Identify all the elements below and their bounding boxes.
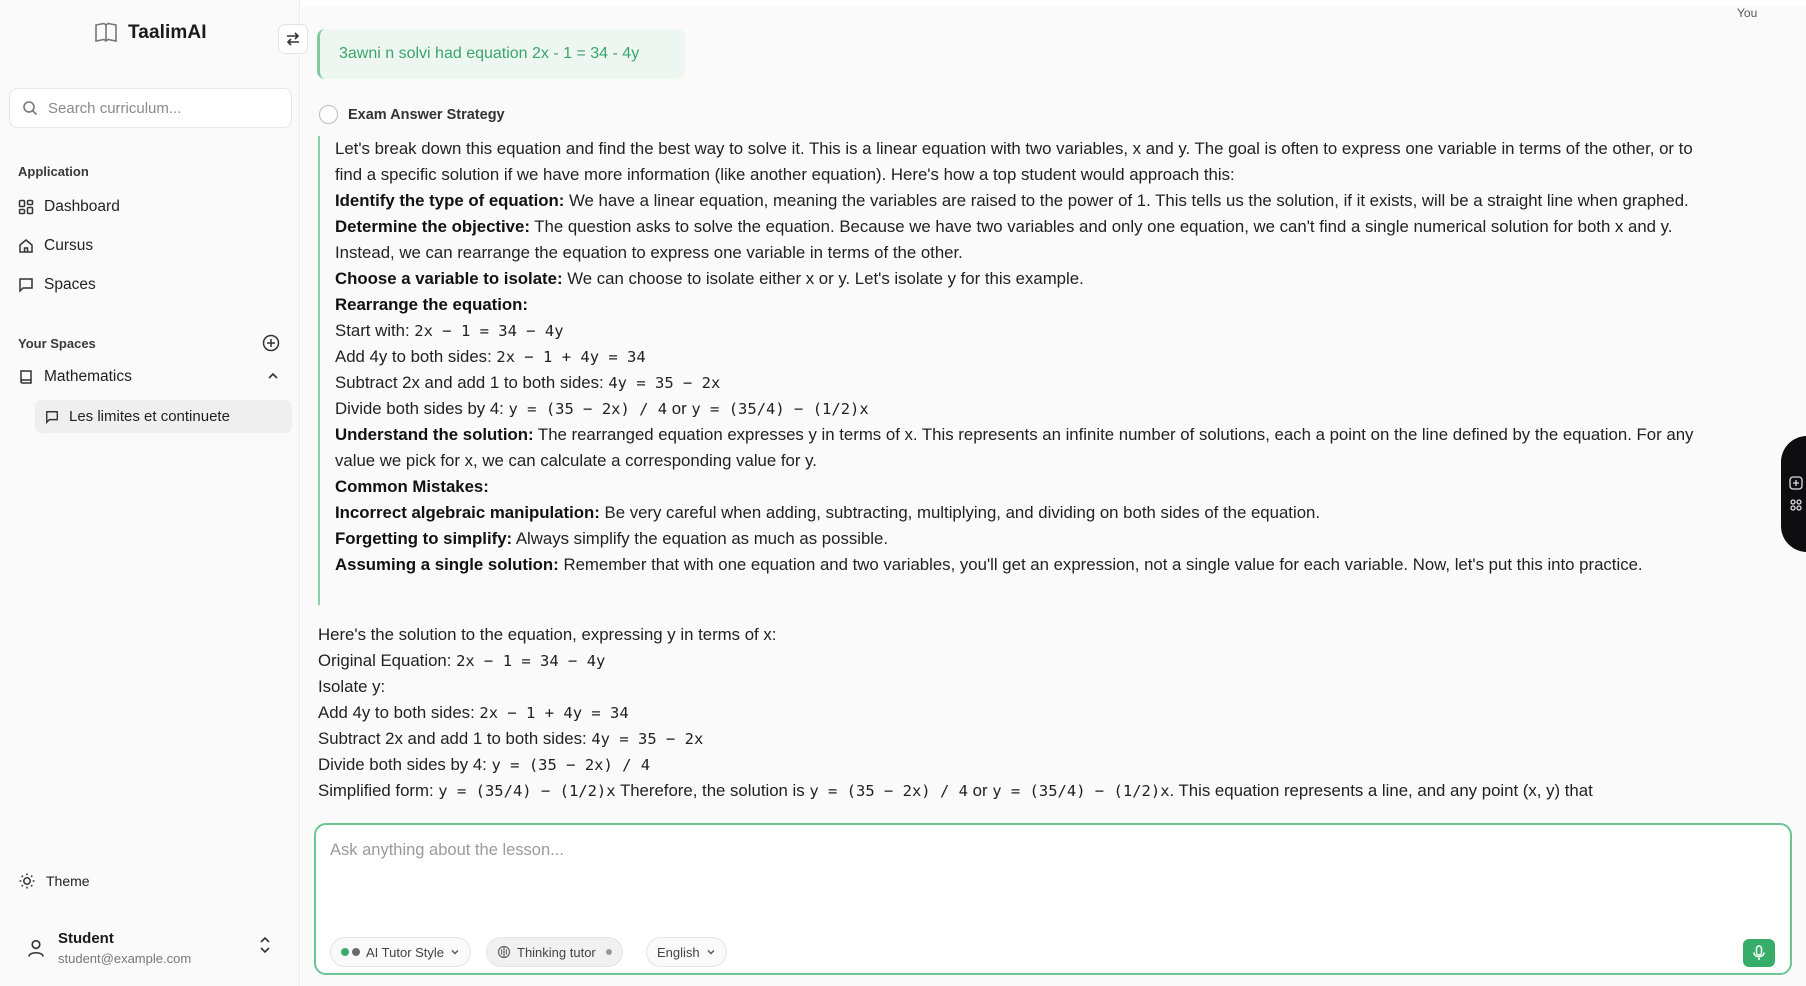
message-composer: [314, 823, 1792, 975]
mistake-text: Be very careful when adding, subtracting, multiplying, and dividing on both sides of the equation.: [599, 503, 1321, 522]
mistake-item: [335, 500, 1718, 526]
you-label: You: [1737, 6, 1758, 20]
your-spaces-label: Your Spaces: [18, 336, 96, 351]
strategy-content: [318, 136, 1718, 605]
dashboard-icon: [18, 199, 34, 215]
mistake-text: Remember that with one equation and two variables, you'll get an expression, not a single value for each variable. Now, let's put this into practice.: [558, 555, 1643, 574]
math-line-text: Add 4y to both sides:: [335, 347, 497, 366]
swap-arrows-icon: [285, 31, 301, 47]
plus-circle-icon: [262, 334, 280, 352]
math-expression: 4y = 35 − 2x: [591, 730, 704, 748]
voice-input-button[interactable]: [1743, 939, 1775, 967]
step-text: We have a linear equation, meaning the variables are raised to the power of 1. This tells us the solution, if it exists, will be a straight line when graphed.: [564, 191, 1689, 210]
thinking-tutor-toggle[interactable]: [486, 937, 623, 967]
toggle-sidebar-button[interactable]: [278, 24, 308, 54]
chevrons-up-down-icon[interactable]: [258, 935, 272, 955]
mistake-title: Incorrect algebraic manipulation:: [335, 503, 600, 522]
brand[interactable]: [94, 18, 207, 48]
answer-text: . This equation represents a line, and any point (x, y) that: [1169, 781, 1593, 800]
answer-intro: Here's the solution to the equation, expressing y in terms of x:: [318, 625, 777, 644]
chevron-up-icon[interactable]: [266, 369, 280, 383]
answer-text: Simplified form:: [318, 781, 439, 800]
step-text: The rearranged equation expresses y in terms of x. This represents an infinite number of solutions, each a point on the line defined by the equation. For any value we pick for x, we can calculate a corresponding value for y.: [335, 425, 1694, 470]
app-name: TaalimAI: [128, 22, 207, 43]
space-item-les-limites[interactable]: [35, 400, 292, 433]
math-line: [335, 318, 1718, 344]
step-title: Determine the objective:: [335, 217, 530, 236]
thinking-tutor-label: Thinking tutor: [517, 944, 596, 960]
space-item-label: Les limites et continuete: [69, 408, 230, 425]
strategy-intro: Let's break down this equation and find the best way to solve it. This is a linear equation with two variables, x and y. The goal is often to express one variable in terms of the other, or to find a specific solution if we have more information (like another equation). Here's how a top student would approach this:: [335, 139, 1693, 184]
status-dot-green: [341, 948, 349, 956]
toggle-indicator: [606, 949, 612, 955]
sidebar: [0, 0, 300, 986]
math-line: [335, 396, 1718, 422]
math-expression: 4y = 35 − 2x: [608, 374, 721, 392]
answer-text: Add 4y to both sides:: [318, 703, 480, 722]
floating-tools-widget[interactable]: [1781, 436, 1806, 552]
mistake-title: Forgetting to simplify:: [335, 529, 513, 548]
grid-dots-icon[interactable]: [1789, 498, 1803, 512]
add-space-button[interactable]: [261, 333, 281, 353]
answer-line: Isolate y:: [318, 677, 386, 696]
book-icon: [18, 369, 34, 385]
math-expression: 2x − 1 + 4y = 34: [496, 348, 646, 366]
answer-text: Subtract 2x and add 1 to both sides:: [318, 729, 592, 748]
math-expression: y = (35 − 2x) / 4: [508, 400, 668, 418]
math-expression: 2x − 1 = 34 − 4y: [414, 322, 564, 340]
step-title: Choose a variable to isolate:: [335, 269, 563, 288]
tutor-style-label: AI Tutor Style: [366, 944, 445, 960]
nav-item-spaces[interactable]: [18, 270, 96, 300]
math-expression: y = (35/4) − (1/2)x: [992, 782, 1170, 800]
strategy-step: [335, 422, 1718, 474]
nav-item-cursus[interactable]: [18, 231, 93, 261]
chat-bubble-icon: [18, 277, 34, 293]
user-menu[interactable]: [26, 928, 276, 968]
mistake-text: Always simplify the equation as much as possible.: [512, 529, 889, 548]
sun-icon: [18, 872, 36, 890]
strategy-step: [335, 214, 1718, 266]
home-icon: [18, 238, 34, 254]
answer-text: Therefore, the solution is: [615, 781, 810, 800]
math-line: [335, 370, 1718, 396]
step-text: The question asks to solve the equation. Because we have two variables and only one equation, we can't find a single numerical solution for both x and y. Instead, we can rearrange the equation to express one variable in terms of the other.: [335, 217, 1673, 262]
space-mathematics[interactable]: [18, 362, 132, 392]
answer-line: [318, 752, 1738, 778]
brain-icon: [497, 945, 511, 959]
strategy-step: [335, 474, 1718, 500]
open-book-icon: [94, 22, 118, 44]
step-title: Understand the solution:: [335, 425, 534, 444]
user-message: 3awni n solvi had equation 2x - 1 = 34 - 4y: [317, 29, 685, 79]
message-input[interactable]: [330, 841, 1770, 901]
chevron-down-icon: [706, 947, 716, 957]
plus-circle-icon[interactable]: [1789, 476, 1803, 490]
math-line-text: Start with:: [335, 321, 415, 340]
answer-line: [318, 726, 1738, 752]
search-icon: [22, 100, 38, 116]
mistake-item: [335, 552, 1718, 578]
answer-line: [318, 700, 1738, 726]
step-title: Rearrange the equation:: [335, 295, 529, 314]
nav-item-label: Cursus: [44, 237, 94, 254]
nav-item-label: Dashboard: [44, 198, 120, 215]
chevron-down-icon: [450, 947, 460, 957]
answer-line: [318, 778, 1738, 800]
math-expression: y = (35 − 2x) / 4: [809, 782, 968, 800]
strategy-header[interactable]: [319, 105, 505, 124]
step-title: Common Mistakes:: [335, 477, 489, 496]
microphone-icon: [1752, 945, 1766, 961]
application-section-label: Application: [18, 164, 89, 179]
answer-text: or: [967, 781, 993, 800]
language-label: English: [657, 944, 700, 960]
math-line: [335, 344, 1718, 370]
user-info: [58, 930, 191, 966]
strategy-step: [335, 188, 1718, 214]
strategy-step: [335, 292, 1718, 318]
math-expression: 2x − 1 = 34 − 4y: [456, 652, 606, 670]
user-email: student@example.com: [58, 951, 192, 966]
step-text: We can choose to isolate either x or y. Let's isolate y for this example.: [562, 269, 1084, 288]
space-label: Mathematics: [44, 368, 132, 385]
mistake-item: [335, 526, 1718, 552]
math-expression: y = (35/4) − (1/2)x: [691, 400, 869, 418]
user-name: Student: [58, 930, 114, 947]
step-title: Identify the type of equation:: [335, 191, 565, 210]
nav-item-dashboard[interactable]: [18, 192, 120, 222]
chat-bubble-icon: [45, 410, 59, 424]
answer-text: Divide both sides by 4:: [318, 755, 492, 774]
theme-toggle[interactable]: [18, 872, 90, 890]
math-or: or: [667, 399, 692, 418]
math-expression: y = (35/4) − (1/2)x: [438, 782, 616, 800]
strategy-step: [335, 266, 1718, 292]
search-input[interactable]: [48, 100, 268, 117]
strategy-title: Exam Answer Strategy: [348, 106, 505, 123]
nav-item-label: Spaces: [44, 276, 96, 293]
math-expression: 2x − 1 + 4y = 34: [479, 704, 629, 722]
math-line-text: Subtract 2x and add 1 to both sides:: [335, 373, 609, 392]
assistant-answer: [318, 622, 1738, 800]
strategy-status-icon: [319, 105, 338, 124]
answer-line: [318, 648, 1738, 674]
status-dot-gray: [352, 948, 360, 956]
math-expression: y = (35 − 2x) / 4: [491, 756, 651, 774]
tutor-style-dropdown[interactable]: [330, 937, 471, 967]
answer-text: Original Equation:: [318, 651, 457, 670]
search-box: [9, 88, 292, 128]
math-line-text: Divide both sides by 4:: [335, 399, 509, 418]
language-dropdown[interactable]: [646, 937, 727, 967]
mistake-title: Assuming a single solution:: [335, 555, 559, 574]
theme-label: Theme: [46, 873, 90, 889]
user-icon: [26, 938, 46, 958]
